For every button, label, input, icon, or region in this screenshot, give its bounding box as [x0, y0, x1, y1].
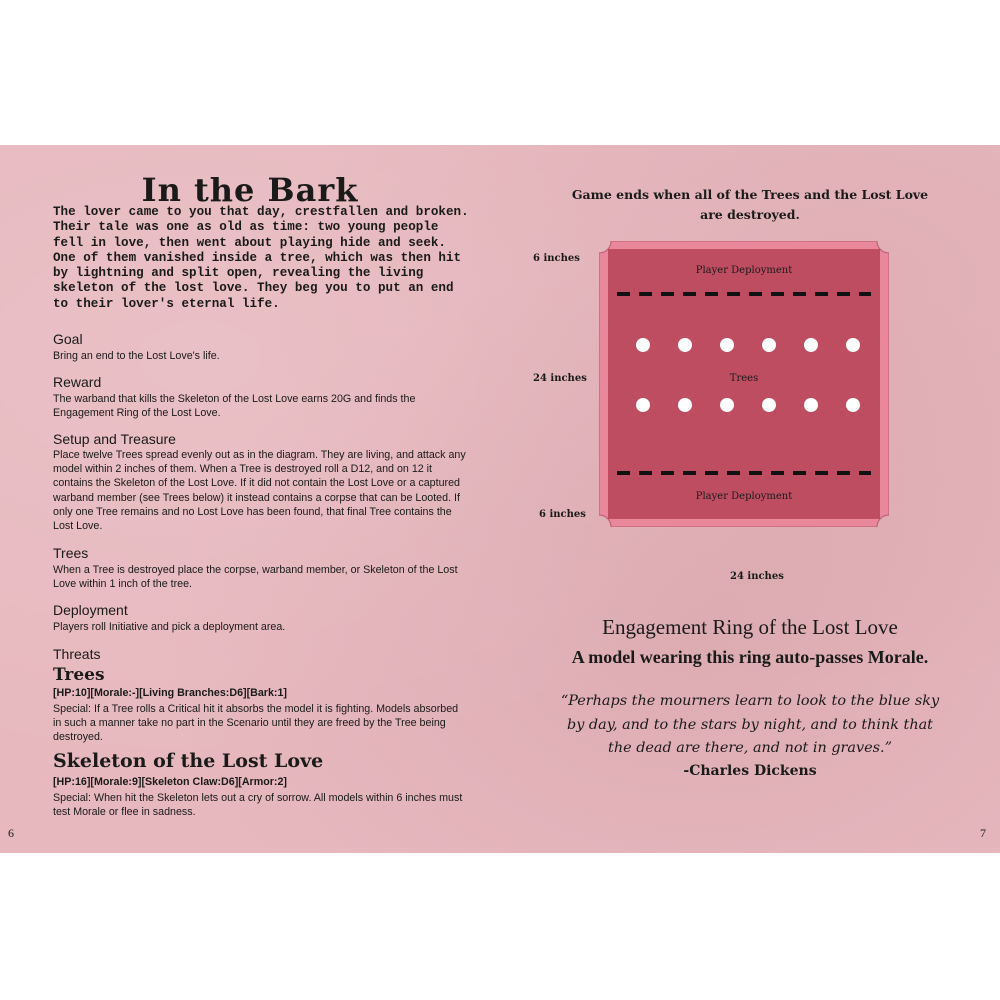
- dim-bottom-depth: 6 inches: [539, 509, 586, 520]
- label-trees: Trees: [729, 373, 759, 384]
- dim-middle-depth: 24 inches: [533, 373, 587, 384]
- page-number-right: 7: [980, 826, 986, 840]
- game-end-line-2: are destroyed.: [700, 207, 800, 222]
- tree-marker: [804, 338, 818, 352]
- label-deploy-top: Player Deployment: [695, 265, 793, 276]
- quote-attribution: -Charles Dickens: [683, 763, 817, 779]
- threats-heading: Threats: [53, 646, 101, 662]
- game-end-line-1: Game ends when all of the Trees and the Lost Love: [571, 187, 929, 202]
- tree-marker: [762, 398, 776, 412]
- setup-heading: Setup and Treasure: [53, 431, 176, 447]
- page-number-left: 6: [8, 826, 14, 840]
- left-page: [0, 145, 500, 853]
- battlefield-map: [599, 241, 889, 527]
- trees-body: When a Tree is destroyed place the corpse, warband member, or Skeleton of the Lost Love within 1 inch of the tree.: [53, 564, 458, 591]
- threat-skeleton-name: Skeleton of the Lost Love: [53, 750, 324, 772]
- dim-width: 24 inches: [730, 571, 784, 582]
- tree-marker: [636, 338, 650, 352]
- threat-skeleton-special: Special: When hit the Skeleton lets out a cry of sorrow. All models within 6 inches must test Morale or flee in sadness.: [53, 792, 463, 819]
- trees-heading: Trees: [53, 545, 89, 561]
- tree-marker: [846, 338, 860, 352]
- map-board: [608, 249, 880, 519]
- tree-marker: [846, 398, 860, 412]
- tree-marker: [678, 338, 692, 352]
- item-effect: A model wearing this ring auto-passes Morale.: [571, 647, 929, 667]
- goal-heading: Goal: [53, 331, 83, 347]
- quote: [560, 690, 940, 761]
- intro-text: The lover came to you that day, crestfallen and broken. Their tale was one as old as time: two young people fell in love, then went about playing hide and seek. One of them vanished inside a tree, which was then hit by lightning and split open, revealing the living skeleton of the lost love. They beg you to put an end to their lover's eternal life.: [53, 205, 469, 311]
- threat-trees-name: Trees: [53, 665, 105, 685]
- right-page: [500, 145, 1000, 853]
- quote-line-2: by day, and to the stars by night, and to think that: [567, 716, 933, 733]
- quote-line-3: the dead are there, and not in graves.”: [608, 740, 892, 756]
- deployment-heading: Deployment: [53, 602, 128, 618]
- threat-trees-stats: [HP:10][Morale:-][Living Branches:D6][Bark:1]: [53, 687, 287, 699]
- item-title: Engagement Ring of the Lost Love: [602, 615, 898, 639]
- label-deploy-bottom: Player Deployment: [695, 491, 793, 502]
- book-spread: [0, 145, 1000, 853]
- setup-body: Place twelve Trees spread evenly out as in the diagram. They are living, and attack any model within 2 inches of them. When a Tree is destroyed roll a D12, and on 12 it contains the Skeleton of the Lost Love. If it did not contain the Lost Love or a captured warband member (see Trees below) it instead contains a corpse that can be Looted. If only one Tree remains and no Lost Love has been found, that final Tree contains the Lost Love.: [53, 449, 466, 533]
- tree-marker: [678, 398, 692, 412]
- dim-top-depth: 6 inches: [533, 253, 580, 264]
- tree-marker: [762, 338, 776, 352]
- scenario-title: In the Bark: [141, 171, 359, 209]
- threat-trees-special: Special: If a Tree rolls a Critical hit it absorbs the model it is fighting. Models absorbed in such a manner take no part in the Scenario until they are freed by the Tree being destroyed.: [53, 703, 459, 744]
- reward-heading: Reward: [53, 374, 102, 390]
- tree-marker: [636, 398, 650, 412]
- threat-skeleton-stats: [HP:16][Morale:9][Skeleton Claw:D6][Armor:2]: [53, 776, 287, 788]
- tree-marker: [720, 338, 734, 352]
- deployment-body: Players roll Initiative and pick a deployment area.: [53, 621, 286, 633]
- game-end-condition: [570, 185, 930, 225]
- reward-body: The warband that kills the Skeleton of the Lost Love earns 20G and finds the Engagement Ring of the Lost Love.: [53, 393, 416, 420]
- tree-marker: [804, 398, 818, 412]
- tree-marker: [720, 398, 734, 412]
- goal-body: Bring an end to the Lost Love's life.: [53, 350, 220, 362]
- map-frame: [599, 241, 889, 527]
- quote-line-1: “Perhaps the mourners learn to look to the blue sky: [560, 693, 940, 709]
